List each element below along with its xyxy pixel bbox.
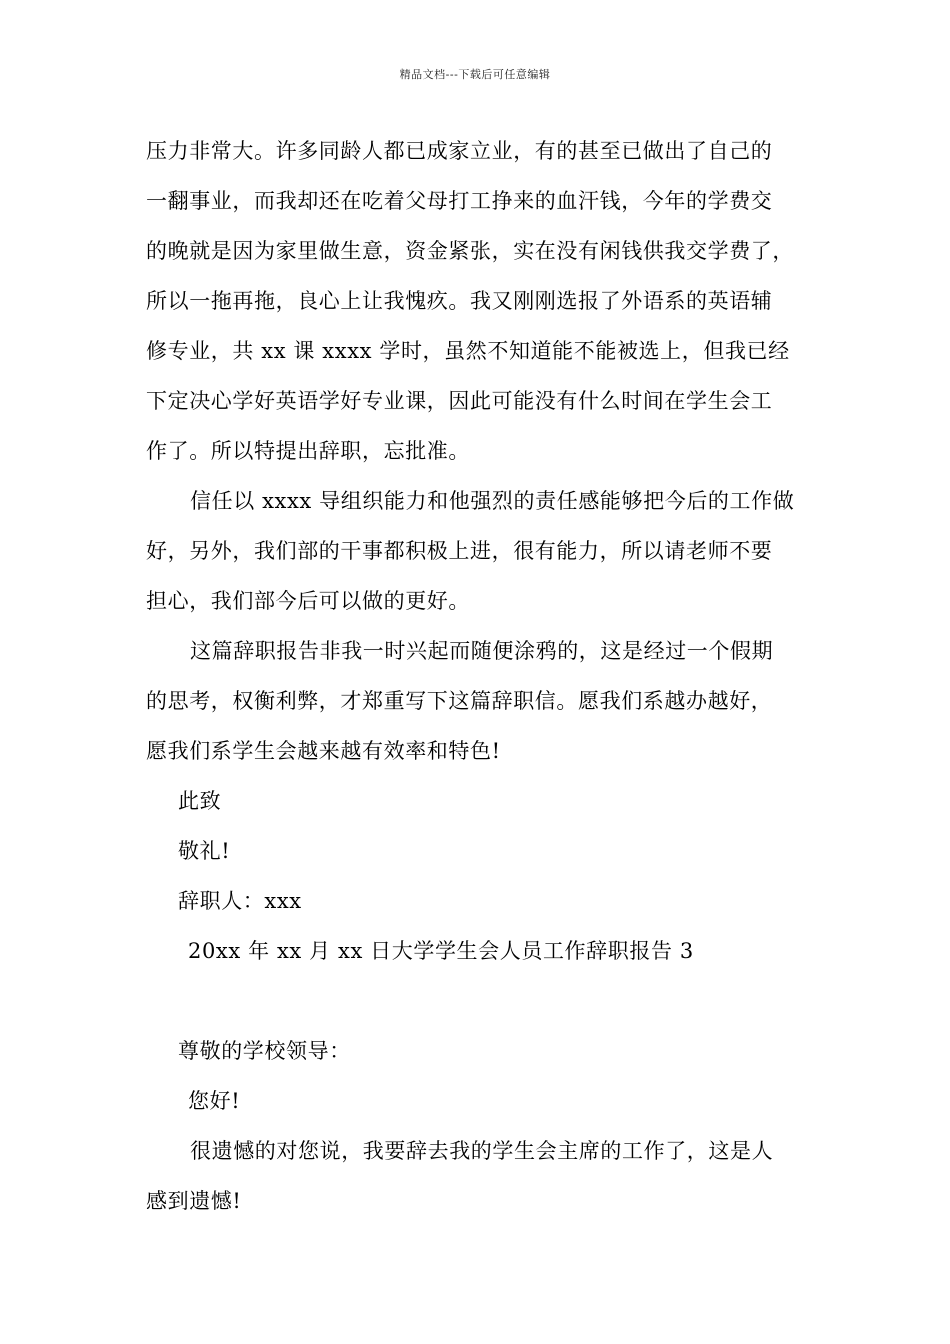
body-line-7: 作了。所以特提出辞职，忘批准。: [146, 439, 470, 463]
body-line-9: 好，另外，我们部的干事都积极上进，很有能力，所以请老师不要: [146, 539, 773, 563]
body-line-8: 信任以 xxxx 导组织能力和他强烈的责任感能够把今后的工作做: [190, 489, 795, 513]
body-line-14: 很遗憾的对您说，我要辞去我的学生会主席的工作了，这是人: [190, 1139, 774, 1163]
body-line-5: 修专业，共 xx 课 xxxx 学时，虽然不知道能不能被选上，但我已经: [146, 339, 790, 363]
closing-line: 此致: [178, 789, 222, 813]
hello-line: 您好!: [188, 1089, 241, 1113]
greeting-line: 尊敬的学校领导：: [178, 1039, 351, 1063]
salutation-line: 敬礼!: [178, 839, 231, 863]
body-line-15: 感到遗憾!: [146, 1189, 242, 1213]
body-line-2: 一翻事业，而我却还在吃着父母打工挣来的血汗钱，今年的学费交: [146, 189, 773, 213]
body-line-4: 所以一拖再拖，良心上让我愧疚。我又刚刚选报了外语系的英语辅: [146, 289, 773, 313]
body-line-12: 的思考，权衡利弊，才郑重写下这篇辞职信。愿我们系越办越好，: [146, 689, 773, 713]
body-line-13: 愿我们系学生会越来越有效率和特色!: [146, 739, 501, 763]
signature-line: 辞职人：xxx: [178, 889, 302, 913]
body-line-10: 担心，我们部今后可以做的更好。: [146, 589, 470, 613]
body-line-1: 压力非常大。许多同龄人都已成家立业，有的甚至已做出了自己的: [146, 139, 773, 163]
date-title-line: 20xx 年 xx 月 xx 日大学学生会人员工作辞职报告 3: [188, 939, 694, 963]
page-header: 精品文档---下载后可任意编辑: [399, 68, 551, 81]
body-line-11: 这篇辞职报告非我一时兴起而随便涂鸦的，这是经过一个假期: [190, 639, 774, 663]
body-line-3: 的晚就是因为家里做生意，资金紧张，实在没有闲钱供我交学费了，: [146, 239, 794, 263]
body-line-6: 下定决心学好英语学好专业课，因此可能没有什么时间在学生会工: [146, 389, 773, 413]
